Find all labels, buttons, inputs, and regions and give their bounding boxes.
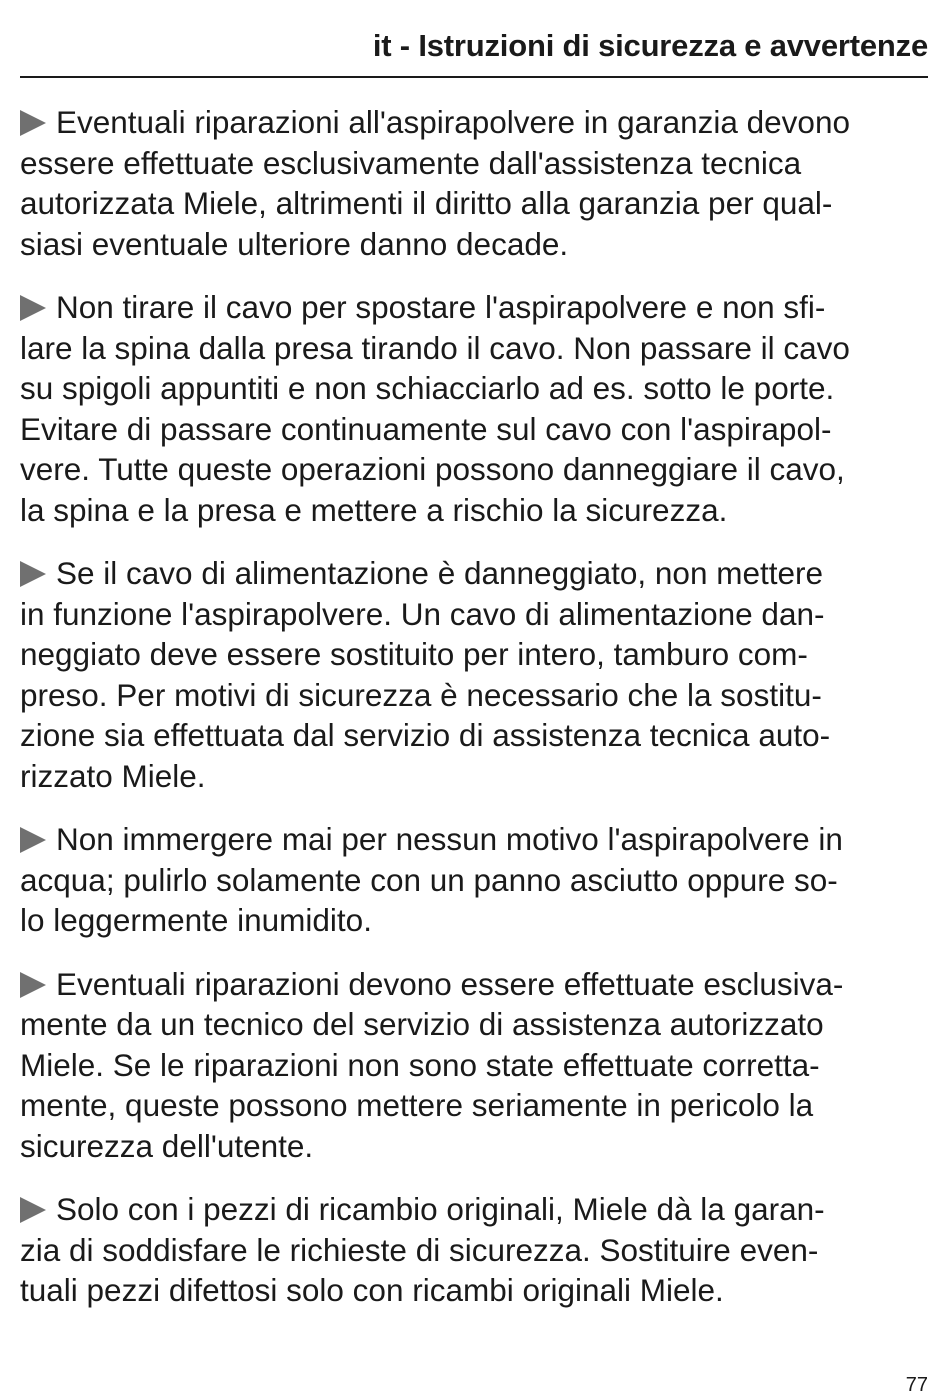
safety-paragraph-authorized-repairs <box>20 964 928 1167</box>
paragraph-line: Se il cavo di alimentazione è danneggiato, non mettere <box>20 553 928 594</box>
triangle-right-icon <box>20 110 46 136</box>
paragraph-line: vere. Tutte queste operazioni possono danneggiare il cavo, <box>20 451 845 487</box>
paragraph-line: la spina e la presa e mettere a rischio la sicurezza. <box>20 491 728 528</box>
safety-paragraph-cable-handling <box>20 287 928 530</box>
paragraph-line: acqua; pulirlo solamente con un panno asciutto oppure so- <box>20 861 838 898</box>
triangle-right-icon <box>20 827 46 853</box>
paragraph-line: mente da un tecnico del servizio di assistenza autorizzato <box>20 1006 824 1042</box>
paragraph-line: Evitare di passare continuamente sul cavo con l'aspirapol- <box>20 410 832 447</box>
safety-paragraph-original-parts <box>20 1189 928 1311</box>
paragraph-line: zione sia effettuata dal servizio di assistenza tecnica auto- <box>20 717 831 753</box>
triangle-right-icon <box>20 295 46 321</box>
paragraph-line: Non tirare il cavo per spostare l'aspirapolvere e non sfi- <box>20 287 928 328</box>
document-body <box>20 102 928 1334</box>
paragraph-line: su spigoli appuntiti e non schiacciarlo ad es. sotto le porte. <box>20 370 835 406</box>
paragraph-line: lo leggermente inumidito. <box>20 902 372 938</box>
paragraph-line: sicurezza dell'utente. <box>20 1127 314 1164</box>
paragraph-line: essere effettuate esclusivamente dall'assistenza tecnica <box>20 144 802 181</box>
paragraph-line: Solo con i pezzi di ricambio originali, Miele dà la garan- <box>20 1189 928 1230</box>
paragraph-line: mente, queste possono mettere seriamente in pericolo la <box>20 1087 814 1123</box>
paragraph-line: in funzione l'aspirapolvere. Un cavo di alimentazione dan- <box>20 595 825 632</box>
paragraph-line: Eventuali riparazioni all'aspirapolvere in garanzia devono <box>20 102 928 143</box>
paragraph-line: Eventuali riparazioni devono essere effettuate esclusiva- <box>20 964 928 1005</box>
page-header <box>20 0 928 78</box>
page-number: 77 <box>905 1374 928 1396</box>
safety-paragraph-warranty-repairs <box>20 102 928 264</box>
safety-paragraph-damaged-cable <box>20 553 928 796</box>
paragraph-line: rizzato Miele. <box>20 757 206 794</box>
paragraph-line: autorizzata Miele, altrimenti il diritto alla garanzia per qual- <box>20 185 833 221</box>
triangle-right-icon <box>20 1197 46 1223</box>
triangle-right-icon <box>20 972 46 998</box>
paragraph-line: Non immergere mai per nessun motivo l'aspirapolvere in <box>20 819 928 860</box>
paragraph-line: zia di soddisfare le richieste di sicurezza. Sostituire even- <box>20 1231 819 1268</box>
paragraph-line: lare la spina dalla presa tirando il cavo. Non passare il cavo <box>20 329 850 366</box>
paragraph-line: tuali pezzi difettosi solo con ricambi originali Miele. <box>20 1272 724 1308</box>
paragraph-line: Miele. Se le riparazioni non sono state effettuate corretta- <box>20 1046 820 1083</box>
safety-paragraph-water <box>20 819 928 941</box>
paragraph-line: siasi eventuale ulteriore danno decade. <box>20 225 569 262</box>
triangle-right-icon <box>20 561 46 587</box>
paragraph-line: neggiato deve essere sostituito per intero, tamburo com- <box>20 636 808 672</box>
paragraph-line: preso. Per motivi di sicurezza è necessario che la sostitu- <box>20 676 822 713</box>
page-title: it - Istruzioni di sicurezza e avvertenze <box>372 28 928 63</box>
